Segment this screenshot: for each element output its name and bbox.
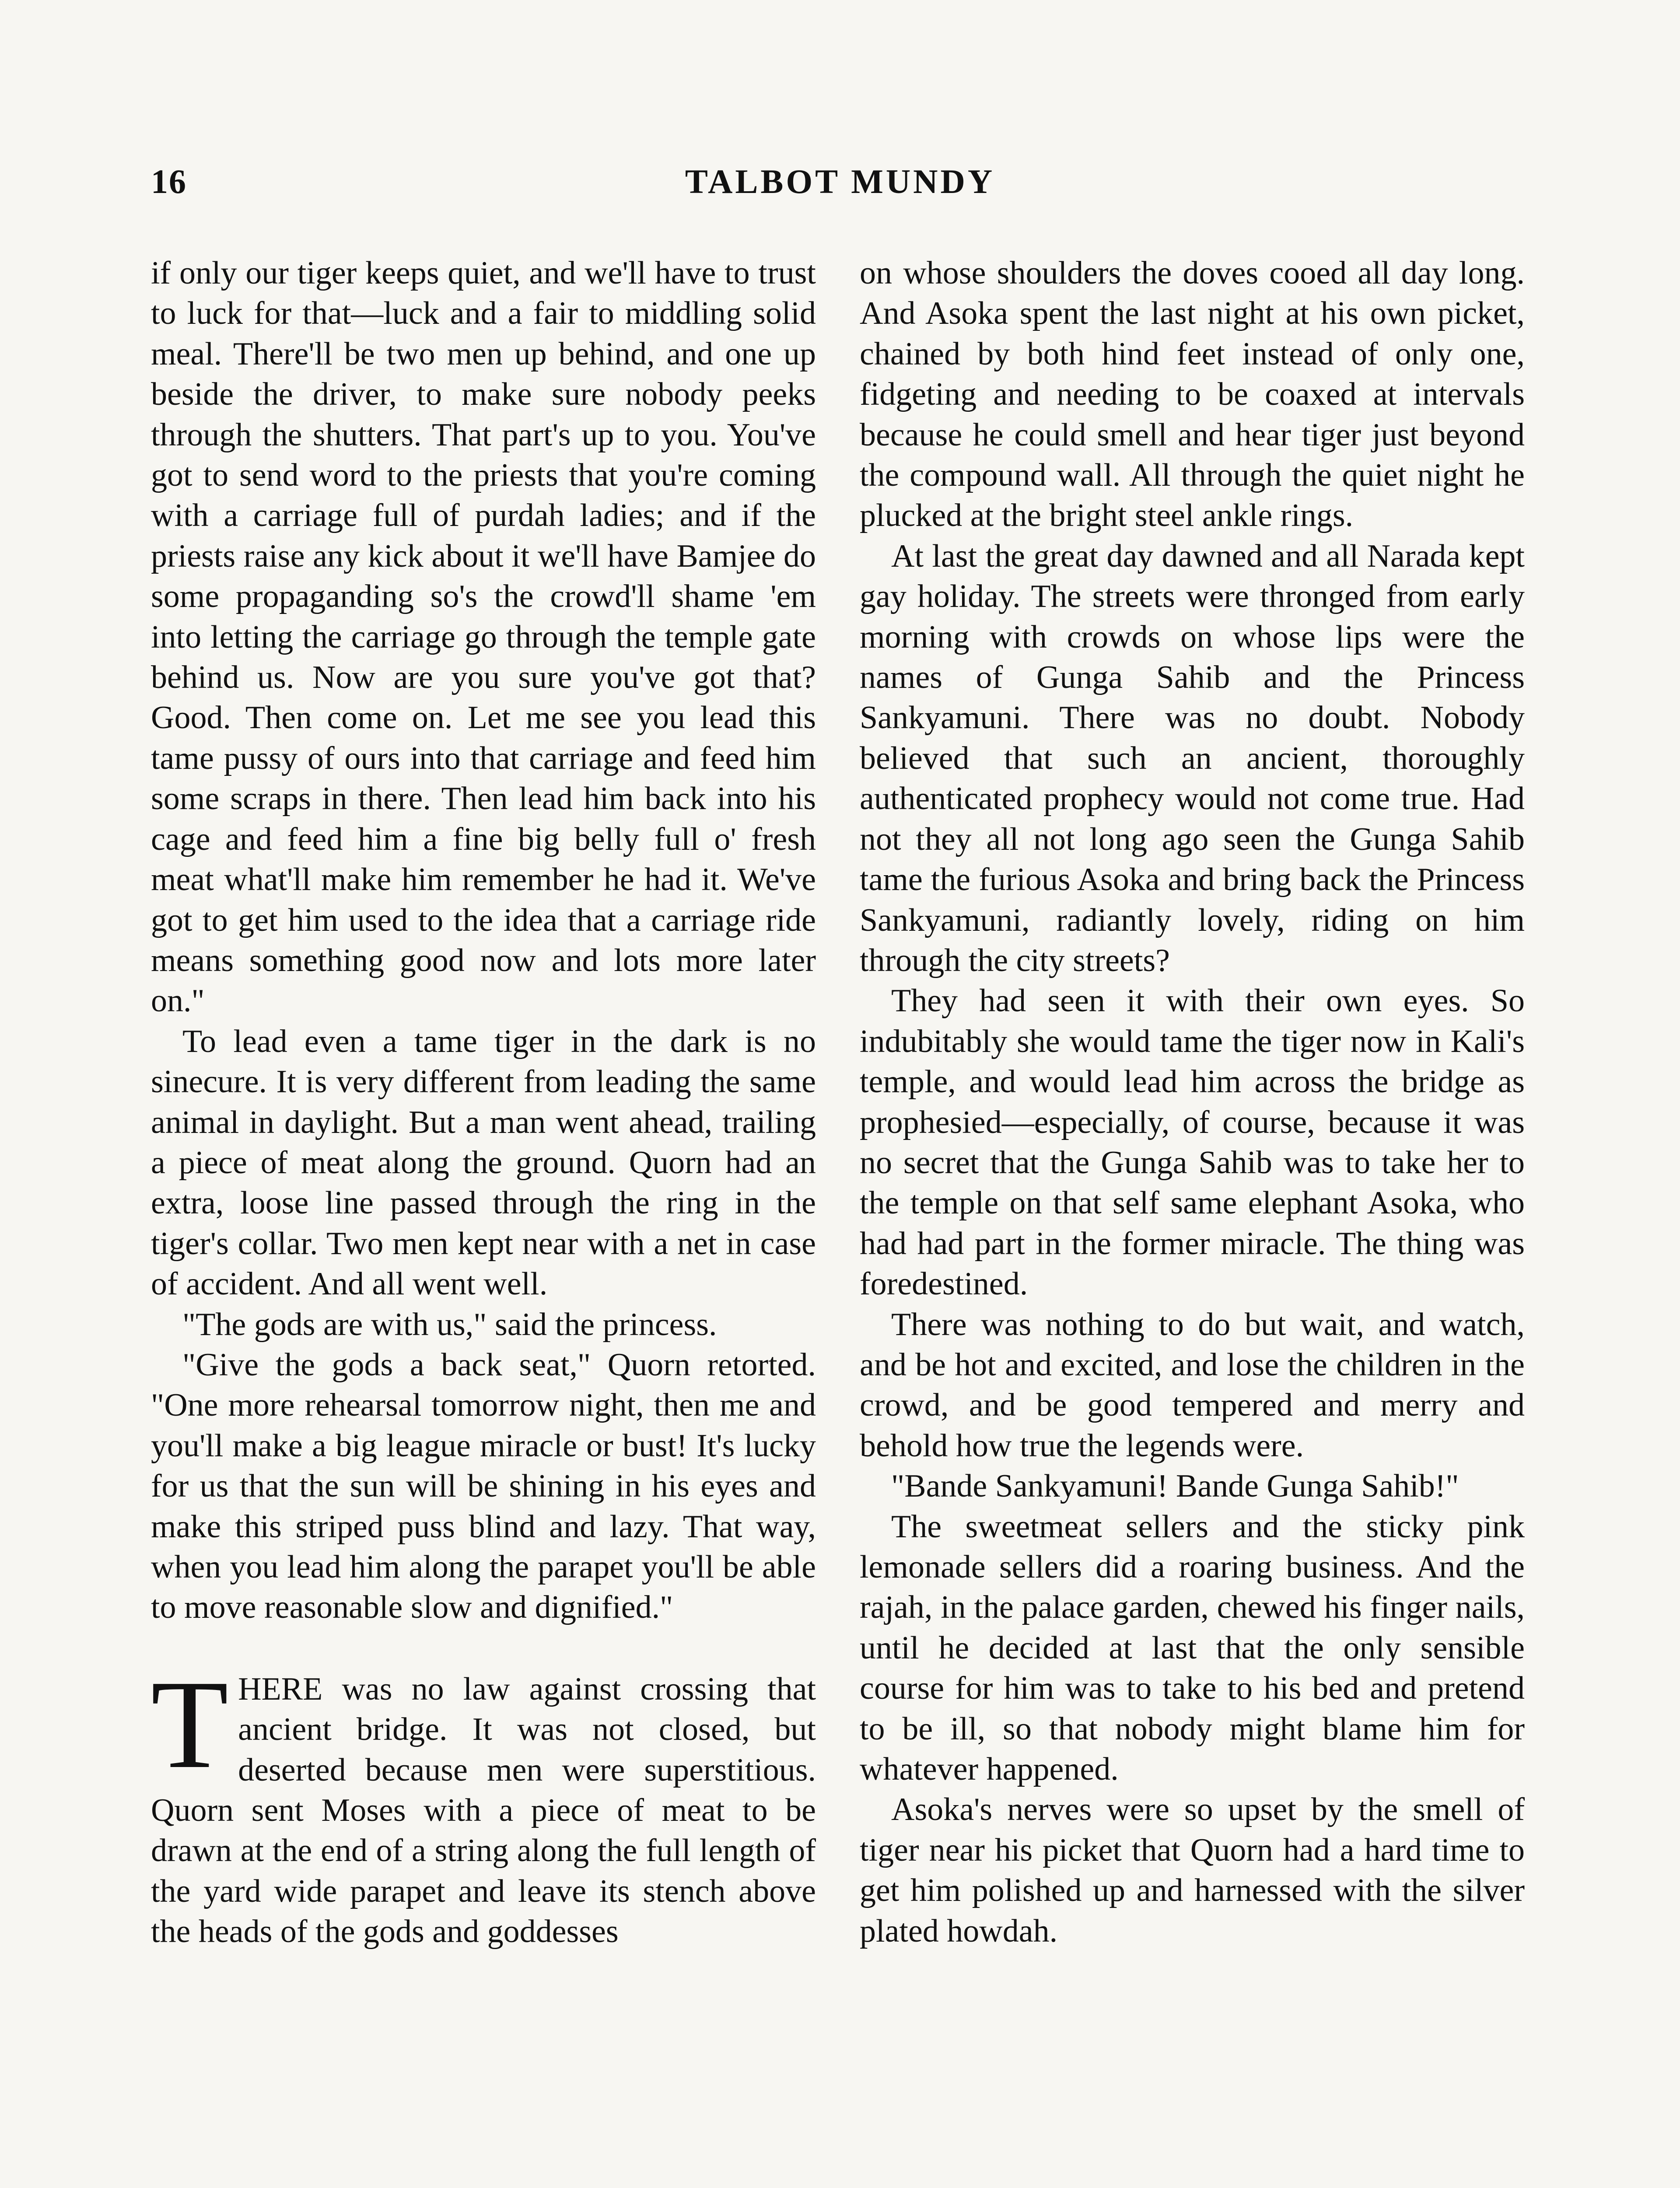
drop-cap: T xyxy=(151,1654,229,1795)
paragraph: Asoka's nerves were so upset by the smell of tiger near his picket that Quorn had a hard time to get him polished up and harnessed with the silver plated howdah. xyxy=(860,1792,1525,1949)
paragraph: To lead even a tame tiger in the dark is no sinecure. It is very different from leading the same animal in daylight. But a man went ahead, trailing a piece of meat along the ground. Quorn had an extra, loose line passed through the ring in the tiger's collar. Two men kept near with a net in case of accident. And all went well. xyxy=(151,1023,816,1302)
page-header xyxy=(151,162,1529,214)
paragraph: if only our tiger keeps quiet, and we'll have to trust to luck for that—luck and a fair to middling solid meal. There'll be two men up behind, and one up beside the driver, to make sure nobody peeks through the shutters. That part's up to you. You've got to send word to the priests that you're coming with a carriage full of purdah ladies; and if the priests raise any kick about it we'll have Bamjee do some propaganding so's the crowd'll shame 'em into letting the carriage go through the temple gate behind us. Now are you sure you've got that? Good. Then come on. Let me see you lead this tame pussy of ours into that carriage and feed him some scraps in there. Then lead him back into his cage and feed him a fine big belly full o' fresh meat what'll make him remember he had it. We've got to get him used to the idea that a carriage ride means something good now and lots more later on." xyxy=(151,255,816,1019)
paragraph: "Give the gods a back seat," Quorn retorted. "One more rehearsal tomorrow night, then me and you'll make a big league miracle or bust! It's lucky for us that the sun will be shining in his eyes and make this striped puss blind and lazy. That way, when you lead him along the parapet you'll be able to move reasonable slow and dignified." xyxy=(151,1346,816,1626)
left-column xyxy=(151,253,816,1952)
paragraph: "The gods are with us," said the princess. xyxy=(182,1306,717,1343)
paragraph: The sweetmeat sellers and the sticky pink lemonade sellers did a roaring business. And the rajah, in the palace garden, chewed his finger nails, until he decided at last that the only sensible course for him was to take to his bed and pretend to be ill, so that nobody might blame him for whatever happened. xyxy=(860,1508,1525,1788)
right-column xyxy=(860,253,1525,1951)
paragraph-text: was no law against crossing that ancient bridge. It was not closed, but deserted because men were superstitious. Quorn sent Moses with a piece of meat to be drawn at the end of a string along the full length of the yard wide parapet and leave its stench above the heads of the gods and goddesses xyxy=(151,1671,816,1950)
paragraph: They had seen it with their own eyes. So indubitably she would tame the tiger now in Kali's temple, and would lead him across the bridge as prophesied—especially, of course, because it was no secret that the Gunga Sahib was to take her to the temple on that self same elephant Asoka, who had had part in the former miracle. The thing was foredestined. xyxy=(860,983,1525,1302)
small-caps-lead: HERE xyxy=(238,1671,323,1707)
dropcap-paragraph xyxy=(151,1654,816,1952)
paragraph: on whose shoulders the doves cooed all day long. And Asoka spent the last night at his own picket, chained by both hind feet instead of only one, fidgeting and needing to be coaxed at intervals because he could smell and hear tiger just beyond the compound wall. All through the quiet night he plucked at the bright steel ankle rings. xyxy=(860,255,1525,534)
section-break xyxy=(151,1628,816,1669)
paragraph: At last the great day dawned and all Narada kept gay holiday. The streets were thronged from early morning with crowds on whose lips were the names of Gunga Sahib and the Princess Sankyamuni. There was no doubt. Nobody believed that such an ancient, thoroughly authenticated prophecy would not come true. Had not they all not long ago seen the Gunga Sahib tame the furious Asoka and bring back the Princess Sankyamuni, radiantly lovely, riding on him through the city streets? xyxy=(860,538,1525,978)
paragraph: There was nothing to do but wait, and watch, and be hot and excited, and lose the children in the crowd, and be good tempered and merry and behold how true the legends were. xyxy=(860,1306,1525,1464)
running-head: TALBOT MUNDY xyxy=(685,162,995,200)
page-number: 16 xyxy=(151,162,187,200)
paragraph: "Bande Sankyamuni! Bande Gunga Sahib!" xyxy=(891,1468,1459,1504)
